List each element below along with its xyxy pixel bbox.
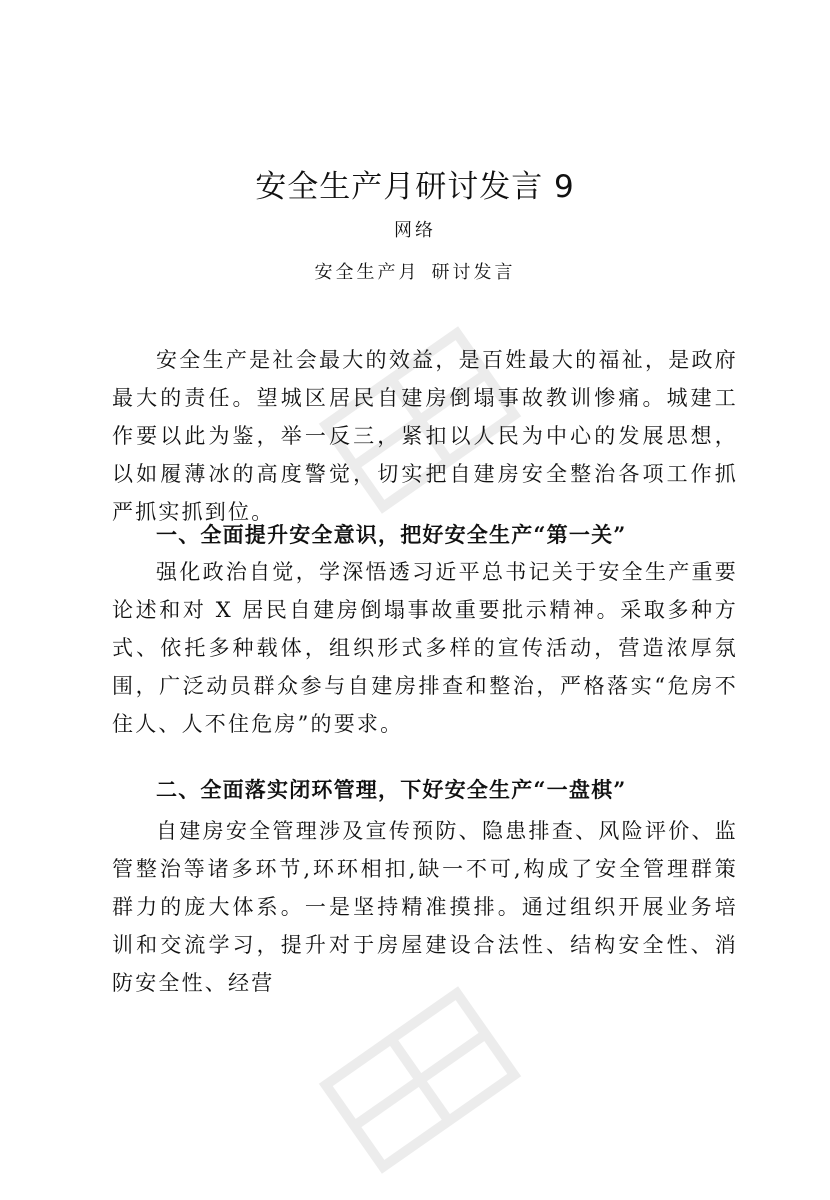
intro-paragraph: 安全生产是社会最大的效益，是百姓最大的福祉，是政府最大的责任。望城区居民自建房倒塌事故教训惨痛。城建工作要以此为鉴，举一反三，紧扣以人民为中心的发展思想，以如履薄冰的高度警觉，切实把自建房安全整治各项工作抓严抓实抓到位。	[112, 348, 738, 524]
document-title: 安全生产月研讨发言 9	[255, 169, 575, 205]
keyword: 研讨发言	[431, 262, 516, 283]
document-keywords	[0, 258, 830, 288]
section-heading-1: 一、全面提升安全意识，把好安全生产“第一关”	[156, 522, 627, 547]
section-1-paragraph: 强化政治自觉，学深悟透习近平总书记关于安全生产重要论述和对 X 居民自建房倒塌事故重要批示精神。采取多种方式、依托多种载体，组织形式多样的宣传活动，营造浓厚氛围，广泛动员群众参与自建房排查和整治，严格落实“危房不住人、人不住危房”的要求。	[112, 560, 738, 736]
document-author: 网络	[394, 220, 436, 241]
keyword: 安全生产月	[314, 262, 420, 283]
section-2-paragraph: 自建房安全管理涉及宣传预防、隐患排查、风险评价、监管整治等诸多环节,环环相扣,缺一不可,构成了安全管理群策群力的庞大体系。一是坚持精准摸排。通过组织开展业务培训和交流学习，提升对于房屋建设合法性、结构安全性、消防安全性、经营	[112, 819, 738, 995]
section-heading-2: 二、全面落实闭环管理，下好安全生产“一盘棋”	[156, 777, 627, 802]
